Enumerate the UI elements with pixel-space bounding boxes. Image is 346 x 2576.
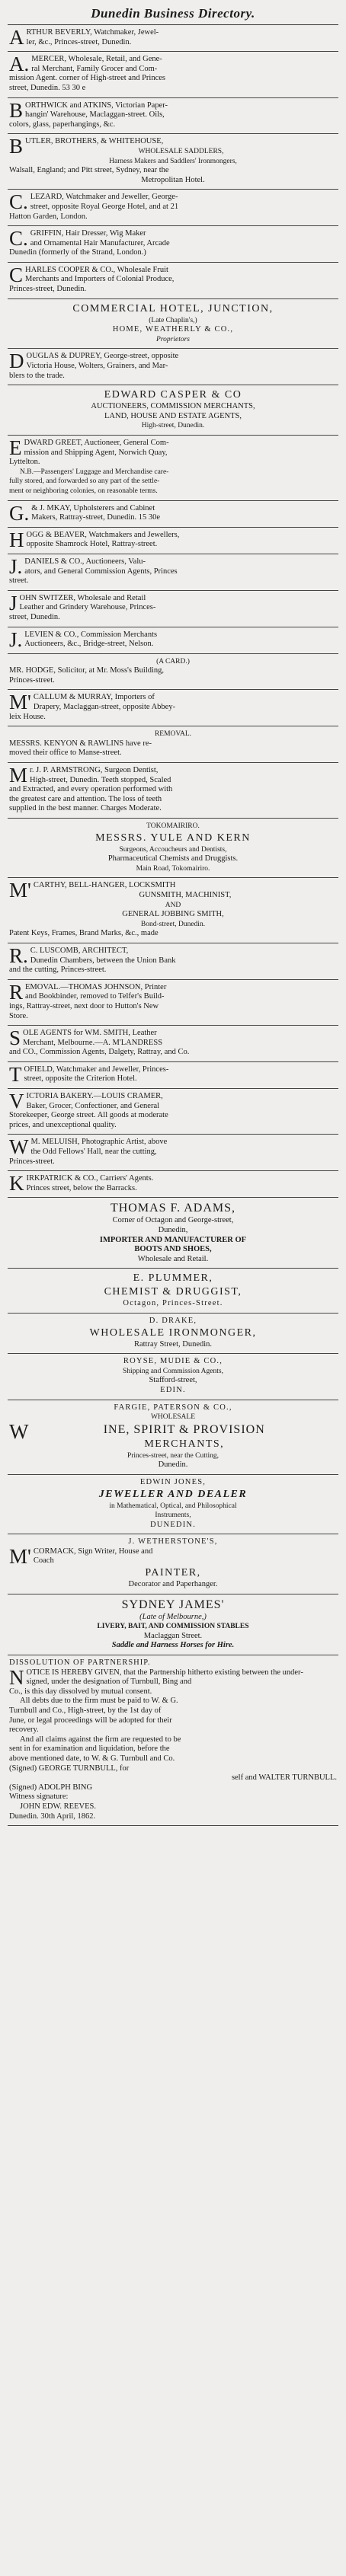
ad-mccarthy: [8, 878, 338, 943]
ad-mccormack-painter: [8, 1534, 338, 1594]
ad-line: AND: [165, 901, 181, 909]
ad-commercial-hotel: [8, 299, 338, 350]
ad-line: AUCTIONEERS, COMMISSION MERCHANTS,: [91, 402, 255, 411]
ad-line: KIRKPATRICK & CO., Carriers' Agents.: [9, 1172, 154, 1195]
ad-plummer: [8, 1269, 338, 1314]
ad-line: street.: [9, 576, 29, 586]
ad-line: mission Agent. corner of High-street and Princes: [9, 74, 165, 83]
ad-line: Leather and Grindery Warehouse, Princes-: [19, 603, 156, 612]
ad-line: ral Merchant, Family Grocer and Com-: [31, 64, 158, 73]
ad-line: Co., is this day dissolved by mutual consent.: [9, 1687, 152, 1696]
notice-dissolution-partnership: [8, 1655, 338, 1826]
ad-thomas-johnson: [8, 980, 338, 1026]
ad-line: signed, under the designation of Turnbull, Bing and: [26, 1677, 192, 1687]
ad-line: LIVERY, BAIT, AND COMMISSION STABLES: [97, 1623, 249, 1631]
ad-kenyon-rawlins: [8, 726, 338, 763]
ad-thomas-adams: [8, 1198, 338, 1269]
ad-mercer: [8, 52, 338, 97]
ad-line: WINE, SPIRIT & PROVISION: [9, 1419, 265, 1443]
ad-line: Bond-street, Dunedin.: [140, 920, 206, 928]
ad-line: Stafford-street,: [149, 1376, 197, 1385]
ad-line: Pharmaceutical Chemists and Druggists.: [107, 854, 239, 863]
ad-line: MESSRS. KENYON & RAWLINS have re-: [9, 739, 152, 748]
ad-luscomb: [8, 943, 338, 980]
ad-arthur-beverly: [8, 25, 338, 52]
signature-line: (Signed) ADOLPH BING: [9, 1783, 93, 1792]
ad-line: WM. MELUISH, Photographic Artist, above: [9, 1135, 168, 1159]
ad-hodge: [8, 654, 338, 691]
ad-griffin: [8, 226, 338, 263]
ad-line: MR. HODGE, Solicitor, at Mr. Moss's Building,: [9, 666, 165, 675]
ad-armstrong-dentist: [8, 763, 338, 819]
ad-line: JEWELLER AND DEALER: [98, 1488, 248, 1500]
ad-victoria-bakery: [8, 1089, 338, 1135]
ad-line: Baker, Grocer, Confectioner, and General: [26, 1101, 160, 1110]
witness-name: JOHN EDW. REEVES.: [20, 1802, 96, 1811]
ad-line: Makers, Rattray-street, Dunedin. 15 30e: [31, 513, 161, 522]
ad-line: WHOLESALE: [150, 1413, 196, 1422]
ad-line: MERCHANTS,: [144, 1438, 225, 1450]
ad-line: fully stored, and forwarded so any part of the settle-: [9, 477, 160, 486]
ad-line: Main Road, Tokomairiro.: [136, 864, 210, 873]
ad-line: Saddle and Harness Horses for Hire.: [111, 1641, 235, 1650]
ad-line: and Extracted, and every operation performed with: [9, 785, 173, 794]
ad-douglas-duprey: [8, 349, 338, 385]
ad-edwin-jones: [8, 1475, 338, 1534]
ad-line: THOMAS F. ADAMS,: [110, 1202, 236, 1215]
ad-line: street, Dunedin.: [9, 612, 60, 621]
ad-line: J.LEVIEN & CO., Commission Merchants: [9, 627, 158, 651]
ad-line: Princes-street, near the Cutting,: [127, 1451, 219, 1460]
ad-mckay: [8, 501, 338, 528]
ad-line: Merchants and Importers of Colonial Produce,: [25, 275, 175, 284]
ad-line: BUTLER, BROTHERS, & WHITEHOUSE,: [9, 135, 164, 158]
ad-line: EDWIN JONES,: [139, 1477, 207, 1486]
ad-charles-cooper: [8, 263, 338, 299]
ad-tofield: [8, 1062, 338, 1089]
ad-fargie-paterson: [8, 1400, 338, 1475]
ad-line: A.MERCER, Wholesale, Retail, and Gene-: [9, 53, 162, 76]
ad-line: Princes-street.: [9, 1157, 55, 1166]
ad-line: High-street, Dunedin. Teeth stopped, Scaled: [30, 775, 171, 784]
ad-line: Storekeeper, George street. All goods at moderate: [9, 1111, 168, 1120]
ad-line: Auctioneers, &c., Bridge-street, Nelson.: [24, 640, 154, 649]
ad-line: PAINTER,: [145, 1567, 201, 1579]
ad-line: ARTHUR BEVERLY, Watchmaker, Jewel-: [9, 26, 159, 49]
ad-line: Rattray Street, Dunedin.: [133, 1339, 213, 1349]
ad-line: the Odd Fellows' Hall, near the cutting,: [30, 1148, 157, 1157]
ad-line: above mentioned date, to W. & G. Turnbull and Co.: [9, 1754, 175, 1763]
ad-line: C.GRIFFIN, Hair Dresser, Wig Maker: [9, 227, 146, 251]
ad-lezard: [8, 190, 338, 226]
ad-line: M'CARTHY, BELL-HANGER, LOCKSMITH: [9, 879, 176, 902]
ad-line: ators, and General Commission Agents, Princes: [24, 567, 178, 576]
ad-line: FARGIE, PATERSON & CO.,: [114, 1403, 232, 1412]
ad-line: MESSRS. YULE AND KERN: [95, 832, 251, 844]
ad-royse-mudie: [8, 1354, 338, 1400]
signature-line: (Signed) GEORGE TURNBULL, for: [9, 1764, 130, 1773]
ad-line: REMOVAL.—THOMAS JOHNSON, Printer: [9, 980, 167, 1004]
ad-sydney-james: [8, 1594, 338, 1655]
witness-label: Witness signature:: [9, 1792, 69, 1802]
ad-line: J. WETHERSTONE'S,: [128, 1537, 218, 1547]
ad-line: NOTICE IS HEREBY GIVEN, that the Partnership hitherto existing between the under-: [9, 1665, 303, 1689]
ad-line: colors, glass, paperhangings, &c.: [9, 120, 116, 129]
ad-line: the greatest care and attention. The loss of teeth: [9, 794, 162, 803]
ad-line: Corner of Octagon and George-street,: [112, 1216, 234, 1225]
ad-line: Surgeons, Accoucheurs and Dentists,: [119, 845, 227, 854]
ad-line: G.& J. MKAY, Upholsterers and Cabinet: [9, 501, 155, 525]
ad-line: IMPORTER AND MANUFACTURER OF: [99, 1235, 247, 1244]
ad-line: EDWARD GREET, Auctioneer, General Com-: [9, 436, 169, 459]
ad-john-switzer: [8, 591, 338, 627]
ad-line: C.LEZARD, Watchmaker and Jeweller, George-: [9, 190, 178, 214]
ad-line: Harness Makers and Saddlers' Ironmongers,: [109, 157, 237, 165]
ad-line: Hatton Garden, London.: [9, 212, 88, 221]
ad-line: High-street, Dunedin.: [141, 422, 205, 430]
notice-title: DISSOLUTION OF PARTNERSHIP.: [9, 1658, 151, 1668]
ad-line: COMMERCIAL HOTEL, JUNCTION,: [72, 302, 274, 314]
ad-line: CHEMIST & DRUGGIST,: [104, 1286, 242, 1298]
ad-daniels: [8, 554, 338, 591]
ad-line: SYDNEY JAMES': [121, 1598, 225, 1611]
ad-line: J.DANIELS & CO., Auctioneers, Valu-: [9, 554, 146, 578]
ad-line: blers to the trade.: [9, 371, 65, 380]
ad-line: DOUGLAS & DUPREY, George-street, opposite: [9, 350, 179, 373]
ad-line: VICTORIA BAKERY.—LOUIS CRAMER,: [9, 1090, 163, 1113]
ad-line: ler, &c., Princes-street, Dunedin.: [26, 37, 132, 46]
ad-edward-casper: [8, 385, 338, 436]
ad-line: GUNSMITH, MACHINIST,: [139, 890, 232, 899]
ad-line: and Ornamental Hair Manufacturer, Arcade: [30, 238, 170, 247]
ad-line: DUNEDIN.: [149, 1520, 197, 1529]
ad-line: Dunedin Chambers, between the Union Bank: [30, 956, 176, 965]
ad-mccallum-murray: [8, 690, 338, 726]
ad-line: street, Dunedin. 53 30 e: [9, 83, 86, 92]
ad-line: and the cutting, Princes-street.: [9, 966, 107, 975]
ad-line: Walsall, England; and Pitt street, Sydney, near the: [9, 166, 169, 175]
ad-line: D. DRAKE,: [149, 1316, 197, 1325]
ad-meluish: [8, 1135, 338, 1171]
ad-line: in Mathematical, Optical, and Philosophical: [109, 1502, 237, 1510]
ad-line: Lyttelton.: [9, 458, 40, 467]
ad-line: Merchant, Melbourne.—A. M'LANDRESS: [23, 1038, 163, 1047]
ad-line: Mr. J. P. ARMSTRONG, Surgeon Dentist,: [9, 764, 159, 787]
ad-edward-greet: [8, 436, 338, 501]
ad-line: WHOLESALE SADDLERS,: [138, 147, 224, 155]
ad-line: Decorator and Paperhanger.: [128, 1580, 218, 1589]
ad-line: ment or neighboring colonies, on reasonable terms.: [9, 487, 158, 495]
ad-line: and CO., Commission Agents, Dalgety, Rattray, and Co.: [9, 1048, 190, 1057]
ad-sole-agents: [8, 1026, 338, 1062]
ad-line: Victoria House, Wolters, Grainers, and Mar-: [26, 362, 168, 371]
ad-line: REMOVAL.: [154, 730, 192, 739]
ad-yule-kern: [8, 819, 338, 878]
ad-borthwick-atkins: [8, 98, 338, 135]
ad-line: street, opposite Royal George Hotel, and at 21: [30, 202, 179, 211]
ad-line: M'CALLUM & MURRAY, Importers of: [9, 691, 155, 714]
ad-line: sent in for examination and liquidation, before the: [9, 1744, 170, 1754]
ad-line: HOGG & BEAVER, Watchmakers and Jewellers,: [9, 528, 180, 551]
ad-line: Instruments,: [155, 1511, 191, 1520]
ad-line: (A CARD.): [156, 657, 190, 666]
ad-line: TOKOMAIRIRO.: [146, 822, 200, 830]
ad-line: Drapery, Maclaggan-street, opposite Abbey-: [33, 703, 176, 712]
ad-levien: [8, 627, 338, 654]
ad-line: And all claims against the firm are requested to be: [20, 1735, 181, 1744]
ad-line: Dunedin.: [158, 1460, 188, 1470]
ad-line: Proprietors: [156, 335, 190, 343]
signature-line: self and WALTER TURNBULL.: [231, 1773, 337, 1783]
ad-line: EDWARD CASPER & CO: [104, 389, 242, 401]
ad-line: (Late of Melbourne,): [139, 1612, 207, 1621]
ad-line: (Late Chaplin's,): [149, 316, 197, 324]
ad-line: GENERAL JOBBING SMITH,: [122, 910, 224, 919]
ad-line: moved their office to Manse-street.: [9, 749, 122, 758]
ad-line: Wholesale and Retail.: [137, 1254, 209, 1263]
ad-line: M'CORMACK, Sign Writer, House and: [9, 1544, 153, 1568]
ad-kirkpatrick: [8, 1171, 338, 1198]
ad-line: Coach: [33, 1556, 54, 1566]
ad-line: recovery.: [9, 1725, 39, 1735]
ad-line: R.C. LUSCOMB, ARCHITECT,: [9, 943, 129, 967]
notice-date: Dunedin. 30th April, 1862.: [9, 1811, 96, 1821]
ad-line: Turnbull and Co., High-street, by the 1st day of: [9, 1706, 162, 1715]
ad-line: Dunedin (formerly of the Strand, London.): [9, 248, 146, 257]
ad-line: supplied in the best manner. Charges Moderate.: [9, 804, 162, 813]
ad-line: Store.: [9, 1011, 28, 1020]
ad-line: WHOLESALE IRONMONGER,: [89, 1326, 257, 1339]
ad-line: prices, and unexceptional quality.: [9, 1120, 117, 1129]
ad-line: BOOTS AND SHOES,: [134, 1245, 212, 1254]
ad-line: ROYSE, MUDIE & CO.,: [123, 1357, 223, 1366]
ad-line: hangin' Warehouse, Maclaggan-street. Oils,: [25, 110, 165, 120]
ad-line: JOHN SWITZER, Wholesale and Retail: [9, 591, 146, 614]
ad-line: leix House.: [9, 712, 46, 721]
ad-drake: [8, 1314, 338, 1354]
ad-line: ings, Rattray-street, next door to Hutton's New: [9, 1001, 159, 1010]
ad-line: BORTHWICK and ATKINS, Victorian Paper-: [9, 98, 168, 122]
ad-line: mission and Shipping Agent, Norwich Quay,: [24, 448, 168, 457]
ad-line: Dunedin,: [158, 1226, 188, 1234]
ad-line: EDIN.: [160, 1385, 186, 1394]
ad-line: Maclaggan Street.: [143, 1631, 203, 1640]
ad-line: and Bookbinder, removed to Telfer's Build-: [25, 992, 165, 1001]
ad-line: E. PLUMMER,: [133, 1272, 213, 1285]
ad-line: N.B.—Passengers' Luggage and Merchandise care-: [20, 468, 169, 476]
ad-hogg-beaver: [8, 528, 338, 554]
ad-line: street, opposite the Criterion Hotel.: [24, 1074, 137, 1084]
ad-line: SOLE AGENTS for WM. SMITH, Leather: [9, 1026, 157, 1050]
ad-line: HOME, WEATHERLY & CO.,: [112, 325, 234, 334]
ad-line: LAND, HOUSE AND ESTATE AGENTS,: [104, 411, 242, 420]
ad-line: TOFIELD, Watchmaker and Jeweller, Princes-: [9, 1062, 169, 1086]
ad-line: Octagon, Princes-Street.: [123, 1299, 223, 1308]
ad-line: Princes-street, Dunedin.: [9, 285, 87, 294]
ad-line: All debts due to the firm must be paid to W. & G.: [20, 1697, 178, 1706]
ad-butler-brothers: [8, 134, 338, 190]
ad-line: Shipping and Commission Agents,: [123, 1367, 223, 1375]
ad-line: CHARLES COOPER & CO., Wholesale Fruit: [9, 263, 168, 286]
ad-line: June, or legal proceedings will be adopted for their: [9, 1716, 172, 1725]
ad-line: Princes-street.: [9, 675, 55, 685]
ad-line: Metropolitan Hotel.: [141, 175, 205, 184]
ad-line: Patent Keys, Frames, Brand Marks, &c., made: [9, 929, 159, 938]
ad-line: opposite Shamrock Hotel, Rattray-street.: [26, 540, 158, 549]
ad-line: Princes street, below the Barracks.: [26, 1183, 137, 1192]
directory-header: Dunedin Business Directory.: [8, 5, 338, 25]
